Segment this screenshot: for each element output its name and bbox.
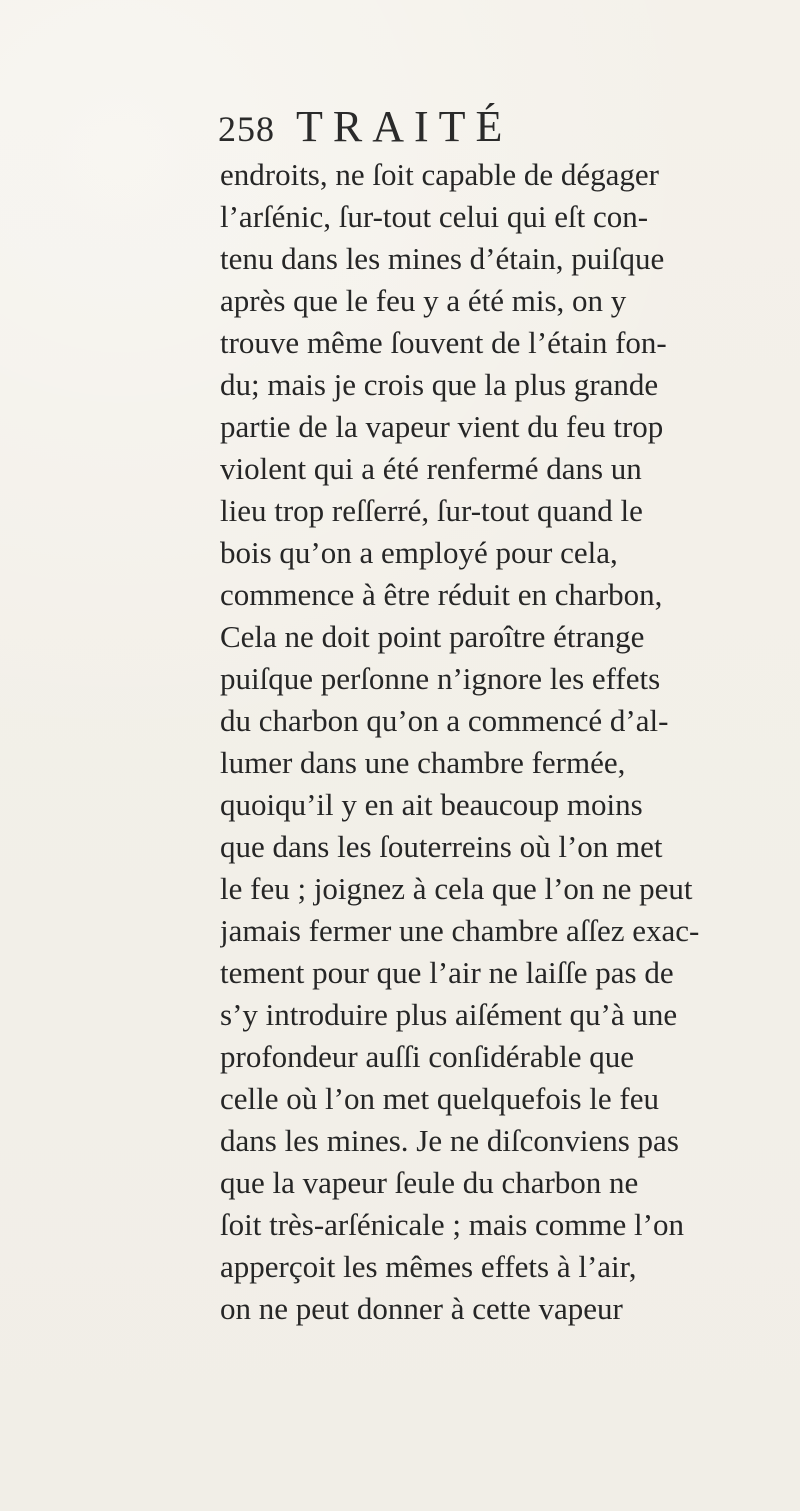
text-line: ſoit très-arſénicale ; mais comme l’on <box>220 1207 684 1242</box>
text-line: on ne peut donner à cette vapeur <box>220 1291 623 1326</box>
text-line: commence à être réduit en charbon, <box>220 577 663 612</box>
text-line: Cela ne doit point paroître étrange <box>220 619 645 654</box>
page-header <box>218 98 638 158</box>
text-line: que la vapeur ſeule du charbon ne <box>220 1165 639 1200</box>
text-line: jamais fermer une chambre aſſez exac- <box>220 913 700 948</box>
text-line: violent qui a été renfermé dans un <box>220 451 642 486</box>
text-line: que dans les ſouterreins où l’on met <box>220 829 663 864</box>
text-line: partie de la vapeur vient du feu trop <box>220 409 664 444</box>
text-line: tement pour que l’air ne laiſſe pas de <box>220 955 674 990</box>
text-line: tenu dans les mines d’étain, puiſque <box>220 241 665 276</box>
text-line: s’y introduire plus aiſément qu’à une <box>220 997 678 1032</box>
text-line: profondeur auſſi conſidérable que <box>220 1039 635 1074</box>
text-line: trouve même ſouvent de l’étain fon- <box>220 325 667 360</box>
text-line: apperçoit les mêmes effets à l’air, <box>220 1249 637 1284</box>
text-line: du; mais je crois que la plus grande <box>220 367 659 402</box>
text-line: quoiqu’il y en ait beaucoup moins <box>220 787 643 822</box>
text-line: celle où l’on met quelquefois le feu <box>220 1081 660 1116</box>
text-line: du charbon qu’on a commencé d’al- <box>220 703 669 738</box>
text-line: le feu ; joignez à cela que l’on ne peut <box>220 871 693 906</box>
text-line: l’arſénic, ſur-tout celui qui eſt con- <box>220 199 649 234</box>
text-line: lieu trop reſſerré, ſur-tout quand le <box>220 493 643 528</box>
text-line: puiſque perſonne n’ignore les effets <box>220 661 661 696</box>
text-line: lumer dans une chambre fermée, <box>220 745 626 780</box>
text-line: dans les mines. Je ne diſconviens pas <box>220 1123 679 1158</box>
text-line: après que le feu y a été mis, on y <box>220 283 627 318</box>
text-line: endroits, ne ſoit capable de dégager <box>220 157 659 192</box>
body-text <box>220 153 775 1343</box>
running-title: TRAITÉ <box>296 102 513 151</box>
page-number: 258 <box>218 109 275 149</box>
text-line: bois qu’on a employé pour cela, <box>220 535 618 570</box>
